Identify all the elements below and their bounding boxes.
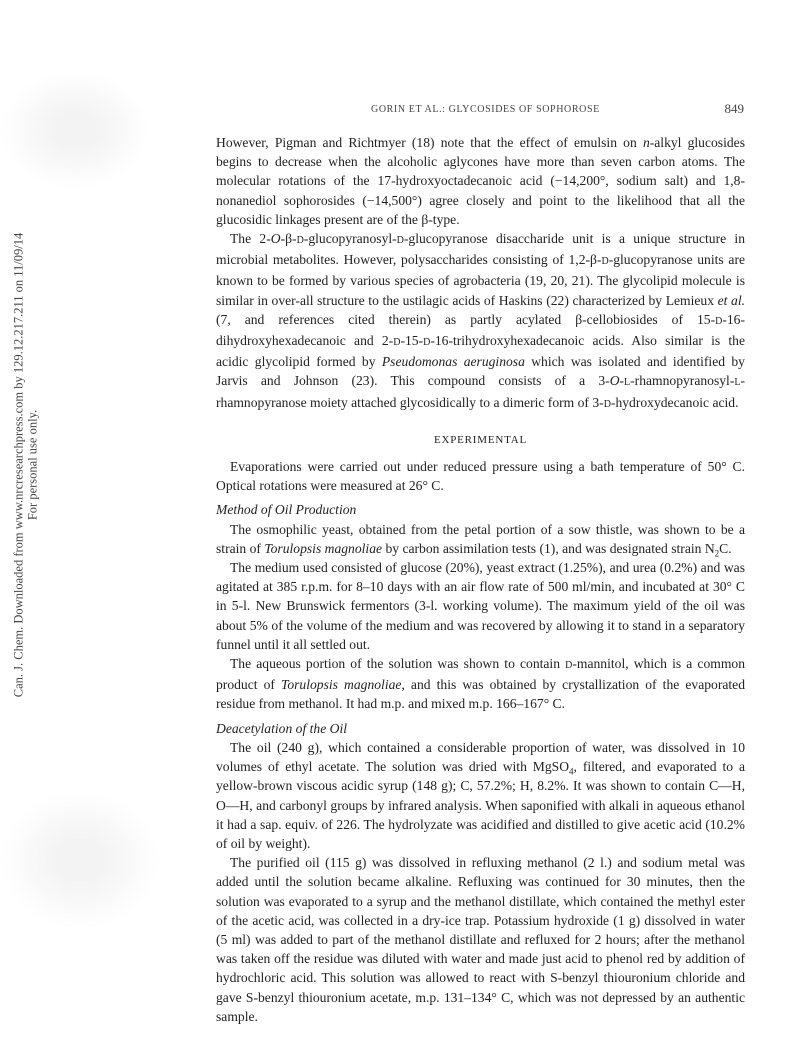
text-run: -16-trihydroxyhexadecanoic acids. Also similar is the acidic glycolipid formed by	[216, 333, 746, 370]
text-run: (7, and references cited therein) as partly acylated β-cellobiosides of 15-	[216, 311, 716, 327]
text-run: , filtered, and evaporated to a yellow-brown viscous acidic syrup (148 g); C, 57.2%; H, 8.2%. It was shown to contain C—H, O—H, and carbonyl groups by infrared analysis. When saponified with alkali in aqueous ethanol it had a sap. equiv. of 226. The hydrolyzate was acidified and distilled to give acetic acid (10.2% of oil by weight).	[216, 759, 745, 851]
small-caps-run: D	[393, 337, 401, 349]
page-number: 849	[724, 101, 744, 116]
watermark-line-2: For personal use only.	[25, 409, 39, 521]
text-run: -glucopyranose disaccharide unit is a unique structure in microbial metabolites. However, polysaccharides consisting of 1,2-β-	[216, 231, 745, 268]
small-caps-run: D	[396, 235, 404, 247]
article-body	[216, 133, 745, 1026]
download-watermark	[2, 220, 48, 710]
small-caps-run: L	[734, 377, 741, 389]
italic-run: et al.	[717, 292, 745, 308]
running-title: GORIN ET AL.: GLYCOSIDES OF SOPHOROSE	[371, 104, 600, 115]
subscript: 4	[569, 766, 574, 777]
italic-run: Pseudomonas aeruginosa	[381, 354, 525, 370]
italic-run: Torulopsis magnoliae	[281, 677, 402, 693]
text-run: -alkyl glucosides begins to decrease when the alcoholic aglycones have more than seven carbon atoms. The molecular rotations of the 17-hydroxyoctadecanoic acid (−14,200°, sodium salt) and 1,8-nonanediol sophorosides (−14,500°) agree closely and point to the likelihood that all the glucosidic linkages present are of the	[216, 135, 745, 227]
paragraph-purified-oil: The purified oil (115 g) was dissolved in refluxing methanol (2 l.) and sodium metal was added until the solution became alkaline. Refluxing was continued for 30 minutes, then the solution was evaporated to a syrup and the methanol distillate, which contained the methyl ester of the acetic acid, was collected in a dry-ice trap. Potassium hydroxide (1 g) dissolved in water (5 ml) was added to part of the methanol distillate and refluxed for 2 hours; after the methanol was taken off the residue was diluted with water and made just acid to phenol red by addition of hydrochloric acid. This solution was allowed to react with S-benzyl thiouronium chloride and gave S-benzyl thiouronium acetate, m.p. 131–134° C, which was not depressed by an authentic sample.	[216, 855, 745, 1024]
italic-run: n	[642, 135, 650, 150]
small-caps-run: D	[423, 337, 431, 349]
paragraph-emulsin	[216, 133, 745, 229]
beta-symbol: β	[421, 211, 429, 227]
small-caps-run: D	[565, 660, 573, 672]
italic-run: Torulopsis magnoliae	[264, 540, 383, 556]
text-run: The aqueous portion of the solution was shown to contain	[230, 656, 566, 672]
text-run: However, Pigman and Richtmyer (18) note that the effect of emulsin on	[216, 135, 643, 150]
section-heading-experimental: EXPERIMENTAL	[433, 433, 528, 446]
italic-run: O	[609, 373, 620, 389]
text-run: -hydroxydecanoic acid.	[610, 394, 739, 410]
text-run: The 2-	[230, 231, 271, 247]
paragraph-medium: The medium used consisted of glucose (20%), yeast extract (1.25%), and urea (0.2%) and was agitated at 385 r.p.m. for 8–10 days with an air flow rate of 500 ml/min, and incubated at 30° C in 5-l. New Brunswick fermentors (3-l. working volume). The maximum yield of the oil was about 5% of the volume of the medium and was recovered by allowing it to stand in a separatory funnel until it all settled out.	[216, 560, 745, 652]
watermark-line-1: Can. J. Chem. Downloaded from www.nrcresearchpress.com by 129.12.217.211 on 11/09/14	[11, 232, 25, 698]
paragraph-yeast	[216, 520, 745, 558]
small-caps-run: D	[601, 256, 609, 268]
text-run: C.	[719, 540, 732, 556]
text-run: -rhamnopyranosyl-	[630, 373, 735, 389]
scan-noise	[0, 790, 160, 930]
text-run: The oil (240 g), which contained a considerable proportion of water, was dissolved in 10 volumes of ethyl acetate. The solution was dried with MgSO	[216, 739, 745, 775]
text-run: -15-	[400, 333, 424, 349]
scan-noise	[0, 70, 150, 190]
running-header	[216, 101, 744, 119]
small-caps-run: D	[603, 398, 611, 410]
text-run: -	[619, 373, 625, 389]
text-run: -glucopyranosyl-	[303, 231, 397, 247]
paragraph-evaporations: Evaporations were carried out under reduced pressure using a bath temperature of 50° C. Optical rotations were measured at 26° C.	[216, 459, 745, 494]
subscript: 2	[714, 548, 720, 559]
text-run: which was isolated and identified by Jarvis and Johnson (23). This compound consists of a 3-	[216, 354, 745, 389]
text-run: by carbon assimilation tests (1), and was designated strain N	[382, 540, 715, 556]
text-run: The osmophilic yeast, obtained from the petal portion of a sow thistle, was shown to be a strain of	[216, 521, 745, 556]
subsection-heading-deacetylation: Deacetylation of the Oil	[216, 720, 347, 736]
small-caps-run: D	[296, 235, 304, 247]
paragraph-disaccharide	[216, 229, 745, 414]
text-run: -16-dihydroxyhexadecanoic and 2-	[216, 311, 745, 349]
small-caps-run: L	[624, 377, 631, 389]
text-run: -rhamnopyranose moiety attached glycosidically to a dimeric form of 3-	[216, 373, 745, 410]
paragraph-oil-dissolved	[216, 738, 745, 853]
italic-run: O	[270, 231, 281, 247]
text-run: -glucopyranose units are known to be formed by various species of agrobacteria (19, 20, 21). The glycolipid molecule is similar in over-all structure to the ustilagic acids of Haskins (22) characterized by Lemieux	[216, 252, 745, 308]
subsection-heading-oil-production: Method of Oil Production	[216, 502, 357, 518]
text-run: -β-	[280, 231, 297, 247]
text-run: -mannitol, which is a common product of	[216, 656, 745, 693]
text-run: -type.	[428, 211, 460, 227]
text-run: , and this was obtained by crystallization of the evaporated residue from methanol. It had m.p. and mixed m.p. 166–167° C.	[216, 677, 745, 712]
paragraph-mannitol	[216, 654, 745, 714]
small-caps-run: D	[715, 315, 723, 327]
